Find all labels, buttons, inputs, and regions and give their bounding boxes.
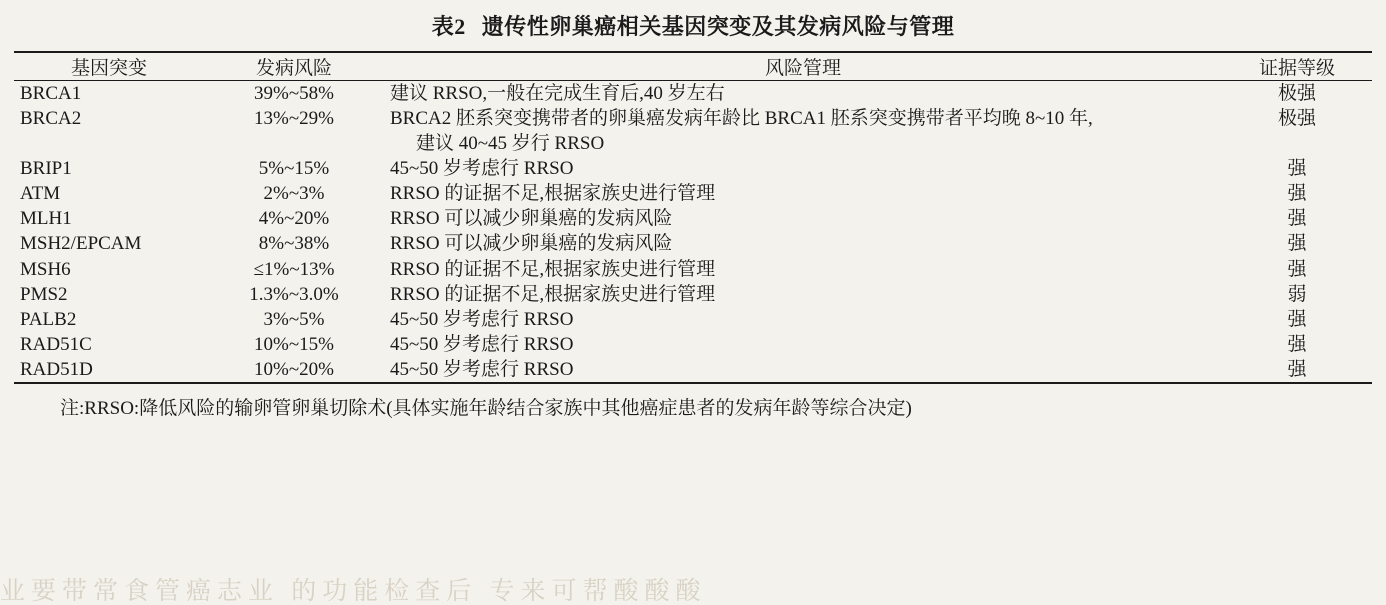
cell-management: RRSO 的证据不足,根据家族史进行管理 (390, 183, 716, 205)
cell-gene: MLH1 (20, 208, 72, 230)
cell-evidence: 强 (1287, 233, 1307, 255)
cell-risk: 2%~3% (263, 183, 325, 205)
cell-gene: BRIP1 (20, 158, 72, 180)
table-row (14, 357, 1372, 383)
table-number: 表2 (431, 14, 466, 39)
cell-management: 45~50 岁考虑行 RRSO (390, 333, 574, 355)
cell-evidence: 强 (1287, 183, 1307, 205)
cell-management: RRSO 可以减少卵巢癌的发病风险 (390, 208, 673, 230)
table-row (14, 257, 1372, 282)
table-note: 注:RRSO:降低风险的输卵管卵巢切除术(具体实施年龄结合家族中其他癌症患者的发病年龄等综合决定) (60, 397, 912, 419)
table-title (14, 0, 1372, 51)
cell-risk: 39%~58% (254, 83, 334, 104)
table-head (14, 52, 1372, 81)
table-row (14, 181, 1372, 206)
cell-evidence: 强 (1287, 258, 1307, 280)
cell-evidence: 强 (1287, 333, 1307, 355)
cell-management (384, 106, 1222, 156)
table-row (14, 81, 1372, 107)
table-body (14, 81, 1372, 383)
cell-evidence: 强 (1287, 308, 1307, 330)
cell-gene: PMS2 (20, 283, 68, 305)
header-management: 风险管理 (384, 52, 1222, 81)
cell-management: 45~50 岁考虑行 RRSO (390, 308, 574, 330)
table-row (14, 332, 1372, 357)
cell-gene: ATM (20, 183, 61, 205)
table-row (14, 231, 1372, 256)
cell-management: RRSO 的证据不足,根据家族史进行管理 (390, 258, 716, 280)
header-gene: 基因突变 (14, 52, 204, 81)
cell-gene: BRCA2 (20, 108, 82, 130)
cell-management-line2: 建议 40~45 岁行 RRSO (416, 133, 605, 155)
table-row (14, 156, 1372, 181)
cell-gene: MSH6 (20, 258, 71, 280)
cell-risk: 3%~5% (263, 308, 325, 330)
cell-management: RRSO 可以减少卵巢癌的发病风险 (390, 233, 673, 255)
cell-risk: 10%~15% (254, 333, 334, 355)
header-risk: 发病风险 (204, 52, 384, 81)
table-row (14, 206, 1372, 231)
cell-risk: 5%~15% (258, 158, 330, 180)
table-row (14, 307, 1372, 332)
cell-risk: 13%~29% (254, 108, 334, 130)
cell-gene: BRCA1 (20, 83, 82, 104)
cell-evidence: 强 (1287, 158, 1307, 180)
table-row (14, 106, 1372, 156)
cell-gene: PALB2 (20, 308, 77, 330)
cell-management: 45~50 岁考虑行 RRSO (390, 358, 574, 380)
cell-risk: 10%~20% (254, 358, 334, 380)
cell-evidence: 弱 (1287, 283, 1307, 305)
cell-gene: MSH2/EPCAM (20, 233, 142, 255)
cell-risk: 8%~38% (258, 233, 330, 255)
cell-management: 建议 RRSO,一般在完成生育后,40 岁左右 (390, 83, 725, 104)
table-caption: 遗传性卵巢癌相关基因突变及其发病风险与管理 (481, 14, 955, 39)
cell-management-line1: BRCA2 胚系突变携带者的卵巢癌发病年龄比 BRCA1 胚系突变携带者平均晚 8~10 年, (390, 108, 1093, 130)
cell-risk: ≤1%~13% (253, 258, 335, 280)
watermark: 业要带常食管癌志业 的功能检查后 专来可帮酸酸酸 (0, 578, 707, 605)
gene-risk-table (14, 51, 1372, 384)
cell-evidence: 强 (1287, 358, 1307, 380)
cell-gene: RAD51C (20, 333, 92, 355)
header-evidence: 证据等级 (1222, 52, 1372, 81)
cell-management: 45~50 岁考虑行 RRSO (390, 158, 574, 180)
cell-management: RRSO 的证据不足,根据家族史进行管理 (390, 283, 716, 305)
cell-evidence: 极强 (1277, 83, 1316, 104)
table-row (14, 282, 1372, 307)
cell-evidence: 强 (1287, 208, 1307, 230)
cell-risk: 1.3%~3.0% (249, 283, 339, 305)
table-header-row (14, 52, 1372, 81)
cell-gene: RAD51D (20, 358, 93, 380)
cell-evidence: 极强 (1277, 108, 1316, 130)
cell-risk: 4%~20% (258, 208, 330, 230)
